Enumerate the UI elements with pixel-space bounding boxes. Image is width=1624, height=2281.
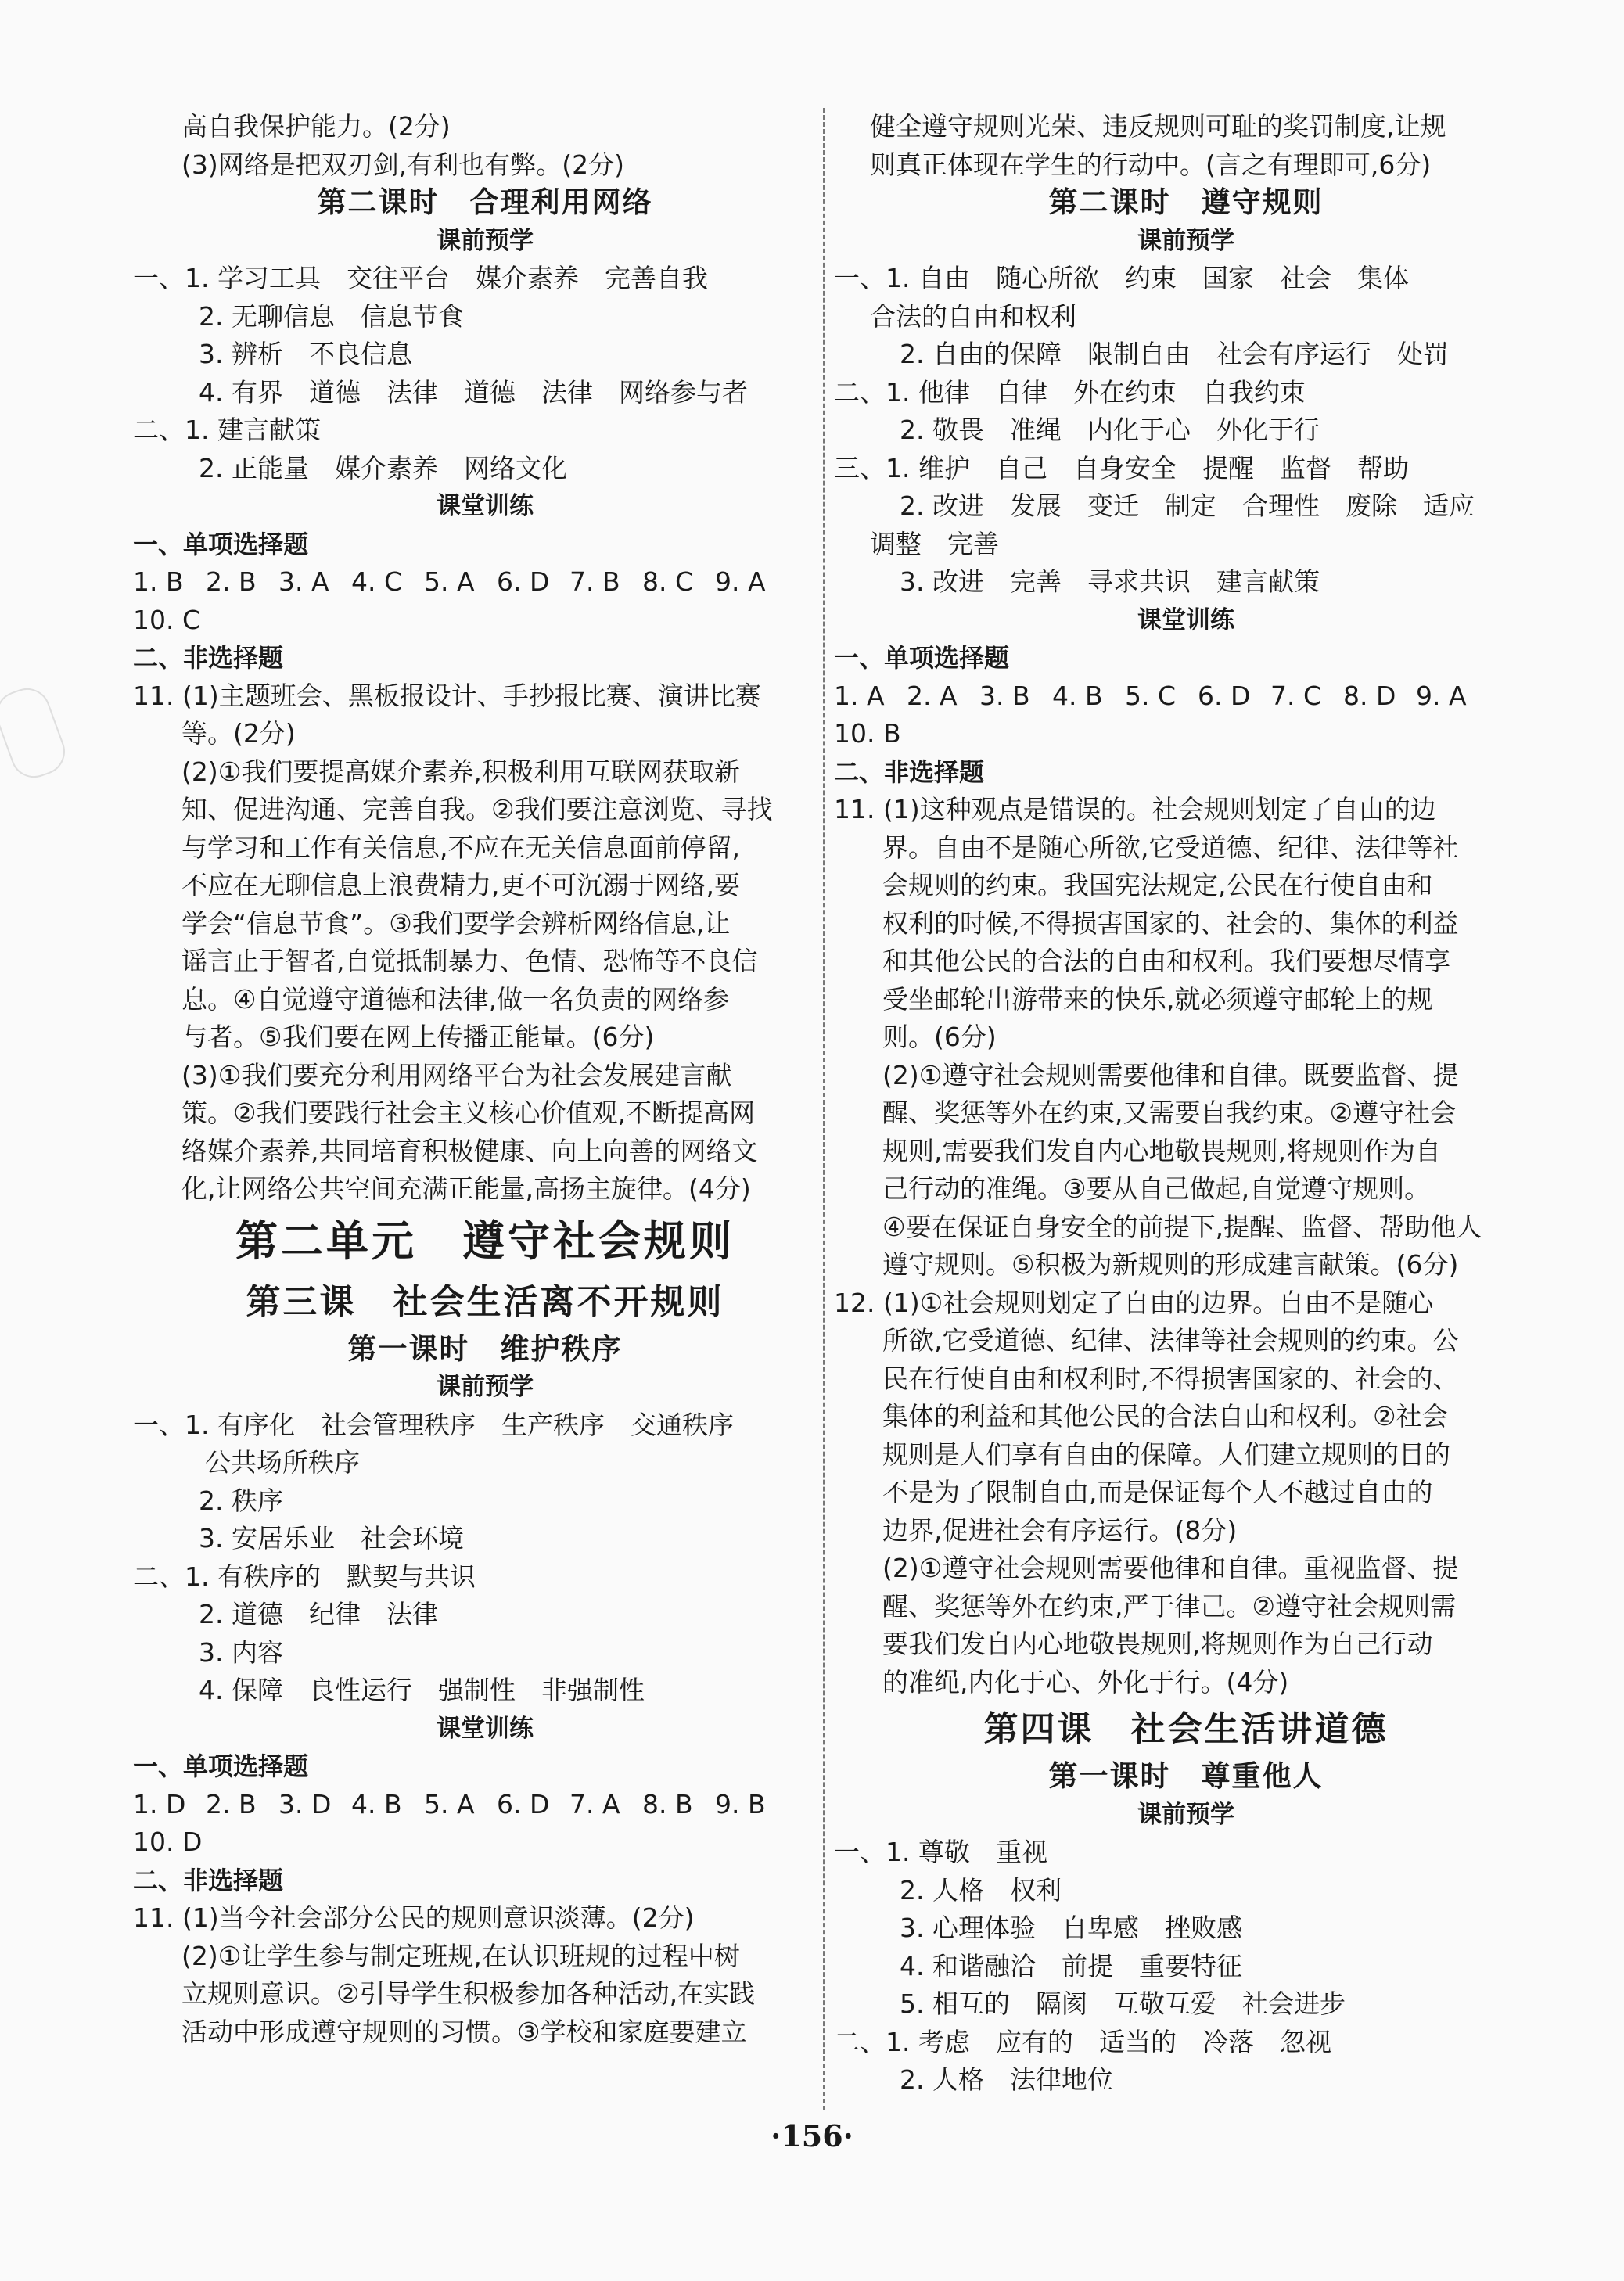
text-line: 5. 相互的 隔阂 互敬互爱 社会进步	[900, 1988, 1346, 2019]
text-line: 醒、奖惩等外在约束,严于律己。②遵守社会规则需	[882, 1590, 1457, 1622]
answer-item: 3. D	[278, 1788, 332, 1819]
text-line: 己行动的准绳。③要从自己做起,自觉遵守规则。	[882, 1173, 1431, 1204]
answer-item: 5. A	[424, 1788, 475, 1819]
section-heading: 一、单项选择题	[133, 529, 309, 559]
text-line: 2. 改进 发展 变迁 制定 合理性 废除 适应	[900, 490, 1475, 521]
text-line: 要我们发自内心地敬畏规则,将规则作为自己行动	[882, 1629, 1433, 1659]
text-line: 不是为了限制自由,而是保证每个人不越过自由的	[882, 1477, 1433, 1507]
text-line: 12. (1)①社会规则划定了自由的边界。自由不是随心	[834, 1287, 1434, 1318]
text-line: 3. 安居乐业 社会环境	[199, 1523, 464, 1554]
subsection-heading: 课前预学	[437, 226, 534, 255]
text-line: 11. (1)当今社会部分公民的规则意识淡薄。(2分)	[133, 1902, 695, 1933]
answer-row	[133, 563, 837, 602]
text-line: 11. (1)主题班会、黑板报设计、手抄报比赛、演讲比赛	[133, 680, 761, 711]
text-line: 2. 无聊信息 信息节食	[199, 300, 464, 332]
section-heading: 二、非选择题	[133, 1865, 284, 1895]
subsection-heading: 课前预学	[1137, 1800, 1234, 1829]
text-line: 二、1. 有秩序的 默契与共识	[133, 1561, 476, 1592]
text-line: 化,让网络公共空间充满正能量,高扬主旋律。(4分)	[181, 1173, 751, 1204]
text-line: 则。(6分)	[882, 1022, 997, 1052]
answer-item: 4. B	[1052, 680, 1103, 711]
answer-item: 3. B	[979, 680, 1030, 711]
answer-item: 1. A	[834, 680, 885, 711]
text-line: 11. (1)这种观点是错误的。社会规则划定了自由的边	[834, 794, 1436, 824]
text-line: 规则,需要我们发自内心地敬畏规则,将规则作为自	[882, 1135, 1441, 1166]
text-line: 规则是人们享有自由的保障。人们建立规则的目的	[882, 1439, 1450, 1470]
subsection-heading: 课前预学	[437, 1373, 534, 1401]
answer-item: 6. D	[1198, 680, 1251, 711]
text-line: 的准绳,内化于心、外化于行。(4分)	[882, 1666, 1289, 1697]
left-column	[133, 108, 837, 2051]
section-heading: 一、单项选择题	[834, 643, 1010, 673]
answer-item: 5. A	[424, 566, 475, 597]
lesson-title: 第一课时 尊重他人	[1048, 1759, 1324, 1793]
text-line: 2. 敬畏 准绳 内化于心 外化于行	[900, 415, 1320, 445]
text-line: 2. 秩序	[199, 1485, 283, 1516]
text-line: 则真正体现在学生的行动中。(言之有理即可,6分)	[870, 149, 1432, 180]
text-line: 权利的时候,不得损害国家的、社会的、集体的利益	[882, 907, 1459, 939]
text-line: 二、1. 考虑 应有的 适当的 冷落 忽视	[834, 2026, 1331, 2057]
unit-title: 第二单元 遵守社会规则	[235, 1216, 735, 1266]
lesson-title: 第二课时 遵守规则	[1048, 185, 1324, 219]
margin-stamp	[0, 681, 71, 784]
text-line: 一、1. 自由 随心所欲 约束 国家 社会 集体	[834, 263, 1409, 293]
text-line: 2. 人格 权利	[900, 1874, 1062, 1906]
page-number: ·156·	[771, 2118, 853, 2153]
text-line: 一、1. 学习工具 交往平台 媒介素养 完善自我	[133, 263, 708, 293]
text-line: (3)①我们要充分利用网络平台为社会发展建言献	[181, 1059, 732, 1090]
section-heading: 一、单项选择题	[133, 1751, 309, 1781]
text-line: (3)网络是把双刃剑,有利也有弊。(2分)	[181, 149, 624, 180]
text-line: 4. 有界 道德 法律 道德 法律 网络参与者	[199, 376, 748, 408]
text-line: 会规则的约束。我国宪法规定,公民在行使自由和	[882, 870, 1433, 900]
text-line: 3. 改进 完善 寻求共识 建言献策	[900, 566, 1320, 597]
text-line: 界。自由不是随心所欲,它受道德、纪律、法律等社	[882, 832, 1459, 863]
text-line: 健全遵守规则光荣、违反规则可耻的奖罚制度,让规	[870, 111, 1446, 142]
text-line: 2. 自由的保障 限制自由 社会有序运行 处罚	[900, 339, 1449, 369]
text-line: 立规则意识。②引导学生积极参加各种活动,在实践	[181, 1978, 756, 2009]
answer-item: 9. B	[715, 1788, 766, 1819]
text-line: 公共场所秩序	[205, 1447, 360, 1478]
text-line: 三、1. 维护 自己 自身安全 提醒 监督 帮助	[834, 452, 1409, 483]
text-line: 一、1. 有序化 社会管理秩序 生产秩序 交通秩序	[133, 1409, 734, 1440]
text-line: 合法的自由和权利	[870, 300, 1076, 332]
subsection-heading: 课堂训练	[1137, 605, 1234, 634]
text-line: (2)①遵守社会规则需要他律和自律。既要监督、提	[882, 1059, 1459, 1090]
text-line: 学会“信息节食”。③我们要学会辨析网络信息,让	[181, 907, 731, 939]
text-line: 10. C	[133, 604, 201, 635]
course-title: 第三课 社会生活离不开规则	[246, 1281, 724, 1322]
answer-item: 4. B	[351, 1788, 402, 1819]
answer-item: 7. C	[1270, 680, 1322, 711]
answer-item: 1. B	[133, 566, 184, 597]
text-line: 10. B	[834, 718, 901, 749]
text-line: 与者。⑤我们要在网上传播正能量。(6分)	[181, 1022, 655, 1052]
text-line: 策。②我们要践行社会主义核心价值观,不断提高网	[181, 1097, 756, 1128]
text-line: 与学习和工作有关信息,不应在无关信息面前停留,	[181, 832, 740, 863]
text-line: 集体的利益和其他公民的合法自由和权利。②社会	[882, 1401, 1448, 1431]
answer-item: 6. D	[497, 1788, 550, 1819]
text-line: 3. 内容	[199, 1636, 283, 1668]
answer-item: 2. B	[206, 566, 257, 597]
answer-row	[834, 677, 1538, 716]
text-line: 民在行使自由和权利时,不得损害国家的、社会的、	[882, 1363, 1459, 1394]
text-line: 2. 道德 纪律 法律	[199, 1599, 438, 1629]
answer-item: 2. B	[206, 1788, 257, 1819]
answer-item: 5. C	[1125, 680, 1177, 711]
text-line: 受坐邮轮出游带来的快乐,就必须遵守邮轮上的规	[882, 983, 1433, 1015]
text-line: 谣言止于智者,自觉抵制暴力、色情、恐怖等不良信	[181, 946, 758, 976]
course-title: 第四课 社会生活讲道德	[983, 1709, 1389, 1749]
subsection-heading: 课堂训练	[437, 492, 534, 520]
section-heading: 二、非选择题	[133, 643, 284, 673]
answer-item: 8. D	[1343, 680, 1396, 711]
answer-row	[133, 1786, 837, 1824]
text-line: 二、1. 建言献策	[133, 415, 321, 445]
answer-item: 9. A	[715, 566, 766, 597]
text-line: 二、1. 他律 自律 外在约束 自我约束	[834, 376, 1306, 408]
text-line: 3. 辨析 不良信息	[199, 339, 412, 369]
text-line: 络媒介素养,共同培育积极健康、向上向善的网络文	[181, 1135, 758, 1166]
lesson-title: 第二课时 合理利用网络	[317, 185, 653, 219]
text-line: 3. 心理体验 自卑感 挫败感	[900, 1913, 1242, 1943]
text-line: (2)①让学生参与制定班规,在认识班规的过程中树	[181, 1940, 740, 1971]
text-line: 调整 完善	[870, 528, 999, 559]
text-line: 活动中形成遵守规则的习惯。③学校和家庭要建立	[181, 2016, 747, 2047]
answer-item: 8. C	[642, 566, 694, 597]
right-column	[834, 108, 1538, 2100]
text-line: 知、促进沟通、完善自我。②我们要注意浏览、寻找	[181, 794, 773, 824]
text-line: 边界,促进社会有序运行。(8分)	[882, 1514, 1238, 1546]
text-line: 不应在无聊信息上浪费精力,更不可沉溺于网络,要	[181, 870, 740, 900]
answer-item: 7. A	[569, 1788, 620, 1819]
answer-item: 3. A	[278, 566, 329, 597]
subsection-heading: 课前预学	[1137, 226, 1234, 255]
subsection-heading: 课堂训练	[437, 1714, 534, 1743]
answer-item: 6. D	[497, 566, 550, 597]
text-line: 等。(2分)	[181, 718, 296, 749]
answer-item: 4. C	[351, 566, 403, 597]
text-line: 所欲,它受道德、纪律、法律等社会规则的约束。公	[882, 1325, 1459, 1356]
text-line: 和其他公民的合法的自由和权利。我们要想尽情享	[882, 946, 1450, 976]
answer-item: 8. B	[642, 1788, 693, 1819]
text-line: 2. 正能量 媒介素养 网络文化	[199, 452, 567, 483]
section-heading: 二、非选择题	[834, 756, 985, 787]
text-line: 遵守规则。⑤积极为新规则的形成建言献策。(6分)	[882, 1249, 1459, 1280]
answer-item: 1. D	[133, 1788, 186, 1819]
text-line: 10. D	[133, 1827, 203, 1857]
text-line: (2)①遵守社会规则需要他律和自律。重视监督、提	[882, 1553, 1459, 1583]
answer-item: 2. A	[907, 680, 958, 711]
text-line: 4. 保障 良性运行 强制性 非强制性	[199, 1675, 645, 1705]
text-line: ④要在保证自身安全的前提下,提醒、监督、帮助他人	[882, 1211, 1482, 1242]
text-line: 醒、奖惩等外在约束,又需要自我约束。②遵守社会	[882, 1097, 1457, 1128]
text-line: 高自我保护能力。(2分)	[181, 111, 451, 142]
answer-item: 9. A	[1416, 680, 1467, 711]
text-line: 4. 和谐融洽 前提 重要特征	[900, 1950, 1242, 1981]
text-line: 2. 人格 法律地位	[900, 2064, 1113, 2095]
text-line: 一、1. 尊敬 重视	[834, 1837, 1047, 1867]
answer-item: 7. B	[569, 566, 620, 597]
lesson-title: 第一课时 维护秩序	[347, 1331, 623, 1366]
text-line: (2)①我们要提高媒介素养,积极利用互联网获取新	[181, 756, 740, 787]
text-line: 息。④自觉遵守道德和法律,做一名负责的网络参	[181, 983, 730, 1015]
